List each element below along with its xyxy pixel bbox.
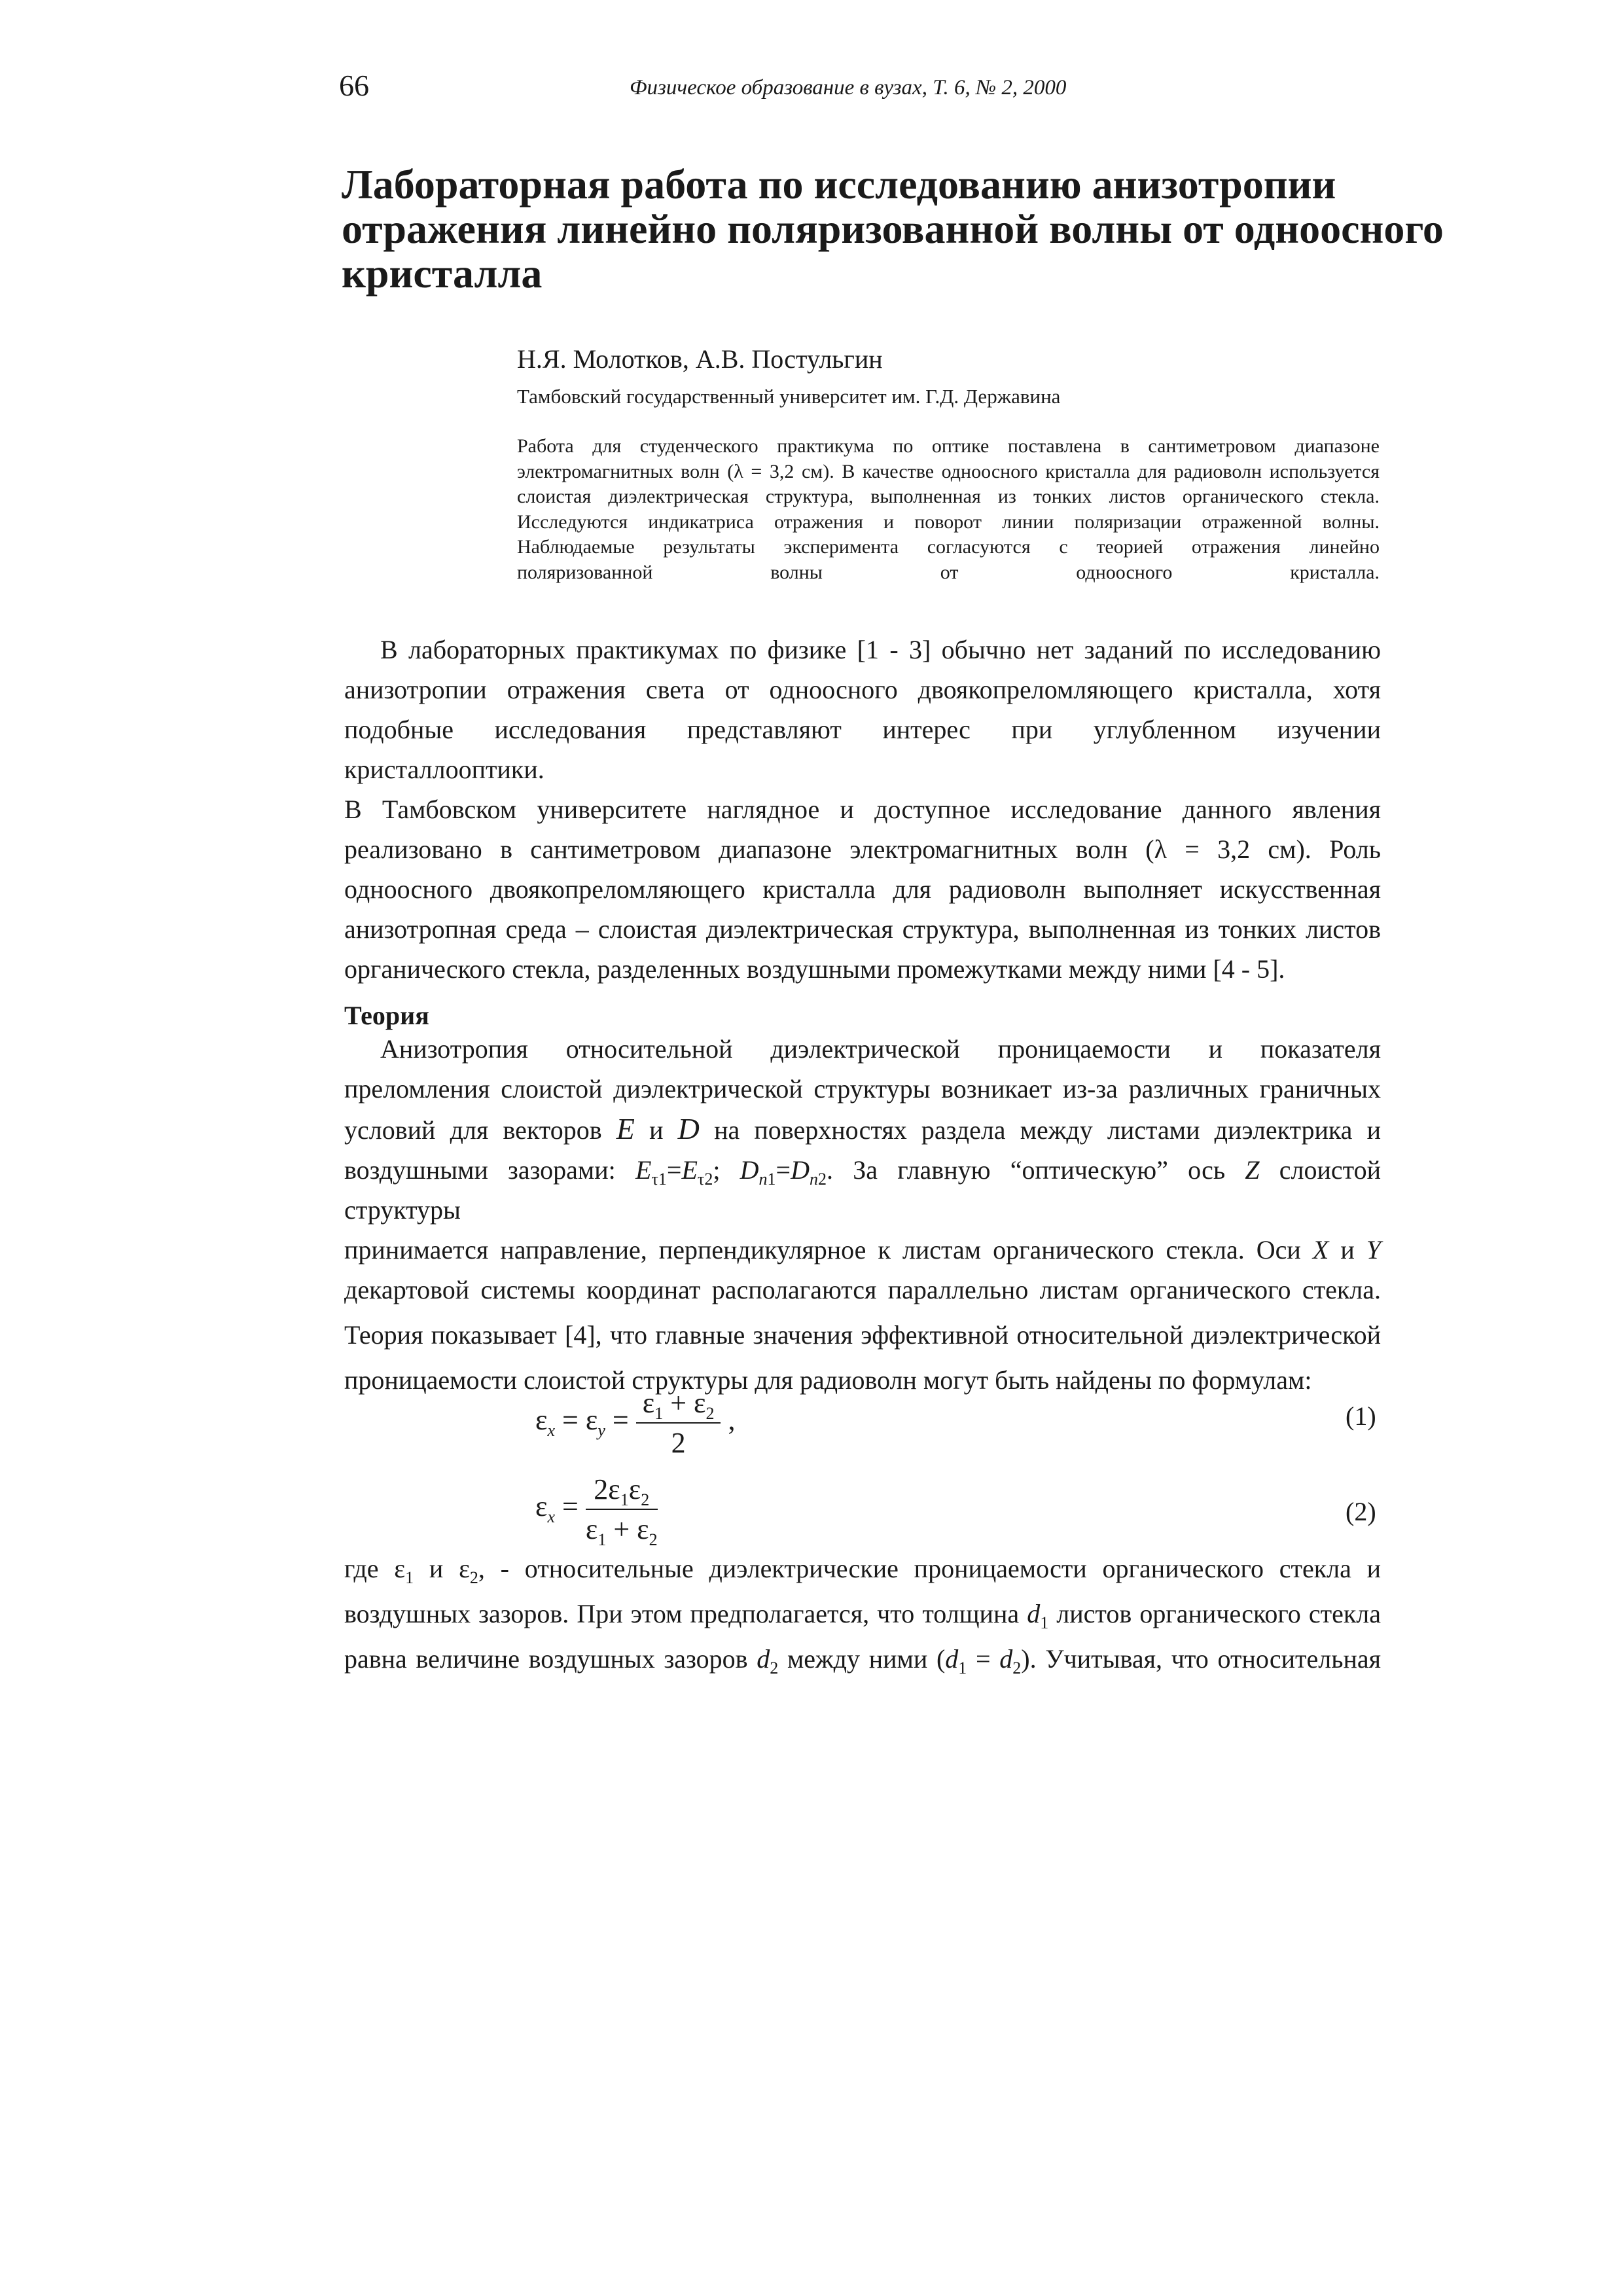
body-line: Анизотропия относительной диэлектрической проницаемости и показателя xyxy=(380,1034,1381,1064)
affiliation: Тамбовский государственный университет им. Г.Д. Державина xyxy=(517,385,1061,408)
equation-number-1: (1) xyxy=(1346,1401,1376,1431)
section-heading-theory: Теория xyxy=(344,1001,429,1030)
vector-d: D xyxy=(677,1112,700,1145)
body-line: органического стекла, разделенных воздушными промежутками между ними [4 - 5]. xyxy=(344,954,1285,984)
after-equations-paragraph xyxy=(344,1549,1381,1679)
article-title: Лабораторная работа по исследованию анизотропии отражения линейно поляризованной волны от одноосного кристалла xyxy=(342,161,1444,296)
vector-e: E xyxy=(616,1112,635,1145)
body-line: декартовой системы координат располагаются параллельно листам органического стекла. xyxy=(344,1275,1381,1304)
body-line: В лабораторных практикумах по физике [1 - 3] обычно нет заданий по исследованию xyxy=(380,635,1381,664)
body-line: реализовано в сантиметровом диапазоне электромагнитных волн (λ = 3,2 см). Роль xyxy=(344,834,1381,864)
authors: Н.Я. Молотков, А.В. Постульгин xyxy=(517,344,883,374)
body-line: условий для векторов E и D на поверхностях раздела между листами диэлектрика и xyxy=(344,1112,1382,1145)
body-line: анизотропная среда – слоистая диэлектрическая структура, выполненная из тонких листов xyxy=(344,914,1381,944)
equation-1: $\varepsilon_x = \varepsilon_y$ = $\frac{\varepsilon_1 + \varepsilon_2}{2}$ , xyxy=(535,1387,736,1459)
body-line: равна величине воздушных зазоров $d_2$ между ними $(d_1 = d_2)$. Учитывая, что относительная xyxy=(344,1644,1382,1677)
body-line: воздушных зазоров. При этом предполагается, что толщина $d_1$ листов органического стекла xyxy=(344,1599,1381,1632)
body-line: где $\varepsilon_1$ и $\varepsilon_2$, - относительные диэлектрические проницаемости органического стекла и xyxy=(344,1554,1382,1587)
body-line: проницаемости слоистой структуры для радиоволн могут быть найдены по формулам: xyxy=(344,1365,1312,1395)
boundary-conditions: $E_{\tau 1}=E_{\tau 2}$; $D_{n1}=D_{n2}$ xyxy=(635,1155,827,1189)
body-line: анизотропии отражения света от одноосного двоякопреломляющего кристалла, хотя xyxy=(344,675,1381,704)
running-head: Физическое образование в вузах, Т. 6, № 2, 2000 xyxy=(630,76,1067,99)
body-line: В Тамбовском университете наглядное и доступное исследование данного явления xyxy=(344,795,1381,824)
abstract-line: слоистая диэлектрическая структура, выполненная из тонких листов органического стекла. xyxy=(517,486,1380,507)
body-line: подобные исследования представляют интерес при углубленном изучении кристаллооптики. xyxy=(344,715,1381,784)
body-line: принимается направление, перпендикулярное к листам органического стекла. Оси X и Y xyxy=(344,1235,1382,1265)
abstract-line: поляризованной волны от одноосного кристалла. xyxy=(517,561,1380,583)
abstract-line: Исследуются индикатриса отражения и поворот линии поляризации отраженной волны. xyxy=(517,511,1380,533)
abstract-line: Работа для студенческого практикума по оптике поставлена в сантиметровом диапазоне xyxy=(517,435,1380,457)
intro-paragraph xyxy=(344,630,1381,989)
equation-number-2: (2) xyxy=(1346,1497,1376,1526)
theory-paragraph xyxy=(344,1029,1381,1400)
equation-2: $\varepsilon_x$ = $\frac{2\varepsilon_1\varepsilon_2}{\varepsilon_1 + \varepsilon_2}$ xyxy=(535,1473,658,1549)
abstract xyxy=(517,434,1380,585)
abstract-line: электромагнитных волн (λ = 3,2 см). В качестве одноосного кристалла для радиоволн используется xyxy=(517,460,1380,482)
body-line: Теория показывает [4], что главные значения эффективной относительной диэлектрической xyxy=(344,1320,1381,1350)
body-line: одноосного двоякопреломляющего кристалла для радиоволн выполняет искусственная xyxy=(344,874,1381,904)
body-line: воздушными зазорами: $E_{\tau 1}=E_{\tau 2}$; $D_{n1}=D_{n2}$. За главную “оптическую” ось Z слоистой структуры xyxy=(344,1155,1381,1225)
page-number: 66 xyxy=(339,69,369,102)
body-line: преломления слоистой диэлектрической структуры возникает из-за различных граничных xyxy=(344,1074,1381,1103)
abstract-line: Наблюдаемые результаты эксперимента согласуются с теорией отражения линейно xyxy=(517,536,1380,558)
